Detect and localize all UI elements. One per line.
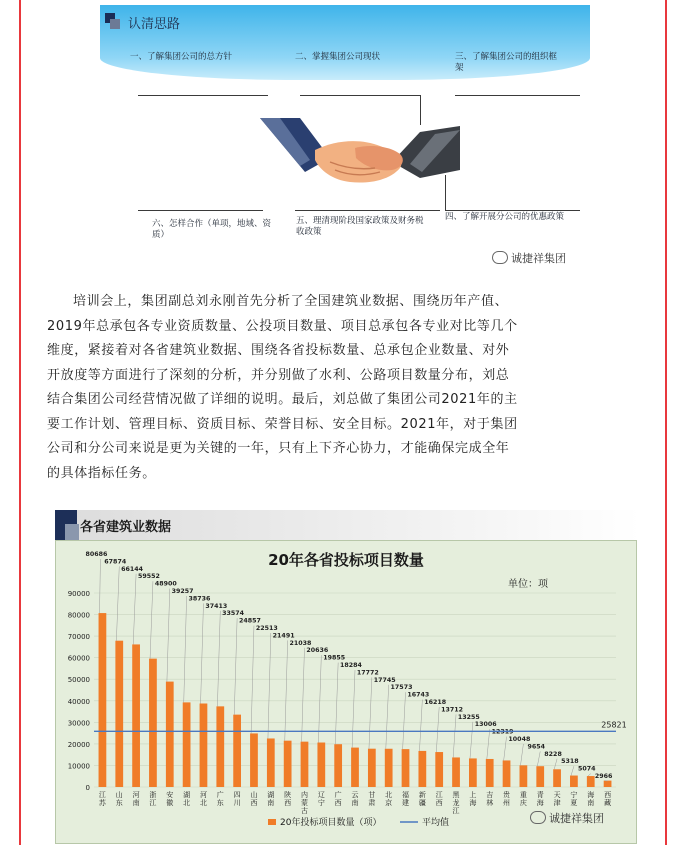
bar [250,733,258,787]
x-tick-label: 重 [520,790,527,799]
section-title: 各省建筑业数据 [80,516,171,535]
diagram-item-4: 四、了解开展分公司的优惠政策 [445,212,565,223]
data-label: 18284 [340,662,363,669]
paragraph-line: 开放度等方面进行了深刻的分析，并分别做了水利、公路项目数量分布，刘总 [47,364,647,389]
x-tick-label: 宁 [318,798,325,807]
bar [536,766,544,787]
x-tick-label: 山 [116,790,123,799]
bar [183,702,191,787]
y-tick-label: 50000 [68,676,90,684]
x-tick-label: 龙 [453,798,460,807]
data-label: 22513 [256,625,278,632]
x-tick-label: 江 [99,790,106,799]
legend-swatch-bar [268,819,276,825]
data-label: 39257 [172,588,194,595]
leader-line [217,611,220,707]
bar [166,682,174,787]
chart-unit-label: 单位：项 [508,577,549,590]
leader-line [419,700,422,751]
data-label: 38736 [188,595,211,602]
x-tick-label: 北 [385,790,392,799]
legend-label-line: 平均值 [422,816,449,828]
connector-line [455,95,580,96]
x-tick-label: 古 [301,806,308,815]
x-tick-label: 黑 [453,790,461,799]
bar-chart [56,541,636,843]
bar [233,715,241,787]
bar [351,748,359,787]
x-tick-label: 北 [183,798,190,807]
x-tick-label: 宁 [570,790,577,799]
data-label: 13712 [441,706,463,713]
x-tick-label: 西 [250,799,257,807]
leader-line [436,707,439,752]
x-tick-label: 湖 [183,790,190,799]
data-label: 21038 [290,640,312,647]
bar [216,706,224,787]
bar [284,741,292,787]
bar [418,751,426,787]
right-border-line [665,0,667,845]
data-label: 33574 [222,610,245,617]
x-tick-label: 南 [267,798,274,807]
diagram-item-5: 五、理清现阶段国家政策及财务税收政策 [296,216,431,238]
wechat-icon [530,811,546,824]
data-label: 13006 [475,721,498,728]
x-tick-label: 江 [436,790,443,799]
bar [570,776,578,787]
connector-line [445,210,580,211]
x-tick-label: 藏 [604,798,611,807]
x-tick-label: 上 [469,790,476,799]
x-tick-label: 辽 [318,791,325,799]
leader-line [184,596,187,702]
chart-panel [55,540,637,844]
bar [486,759,494,787]
paragraph-line: 的具体指标任务。 [47,462,647,487]
x-tick-label: 肃 [368,798,375,807]
leader-line [234,618,237,714]
x-tick-label: 建 [402,798,409,807]
leader-line [369,677,372,748]
data-label: 80686 [85,551,108,558]
leader-line [554,759,557,769]
diagram-item-2: 二、掌握集团公司现状 [295,52,415,63]
paragraph-line: 维度，紧接着对各省建筑业数据、围绕各省投标数量、总承包企业数量、对外 [47,339,647,364]
data-label: 16218 [424,699,446,706]
x-tick-label: 川 [234,798,241,807]
x-tick-label: 夏 [570,798,577,807]
connector-line [295,210,440,211]
x-tick-label: 福 [402,791,409,799]
paragraph-line: 培训会上，集团副总刘永刚首先分析了全国建筑业数据、围绕历年产值、 [47,290,647,315]
bar [452,757,460,787]
header-square-icon [110,19,120,29]
data-label: 5074 [578,766,596,773]
bar [469,758,477,787]
x-tick-label: 江 [149,798,156,807]
x-tick-label: 苏 [99,798,107,807]
bar [200,704,208,787]
bar [132,644,140,787]
y-tick-label: 90000 [68,590,90,598]
bar [402,749,410,787]
x-tick-label: 广 [335,790,342,799]
x-tick-label: 海 [469,798,476,807]
leader-line [352,670,355,748]
x-tick-label: 疆 [419,798,426,807]
bar [317,743,325,787]
x-tick-label: 陕 [284,790,291,799]
x-tick-label: 海 [537,798,544,807]
y-tick-label: 40000 [68,698,90,706]
watermark-text: 诚捷祥集团 [511,252,566,265]
chart-legend [268,816,449,828]
x-tick-label: 贵 [503,790,511,799]
y-tick-label: 60000 [68,655,90,663]
leader-line [504,737,507,761]
x-tick-label: 南 [587,798,594,807]
bar [385,749,393,787]
x-tick-label: 新 [419,790,426,799]
data-label: 59552 [138,573,160,580]
data-label: 21491 [273,632,295,639]
handshake-icon [260,110,460,200]
x-tick-label: 河 [133,790,140,799]
x-tick-label: 江 [453,806,460,815]
bar [604,781,612,787]
bar [553,769,561,787]
x-tick-label: 安 [166,790,173,799]
data-label: 16743 [407,692,429,699]
leader-line [386,685,389,749]
leader-line [100,559,101,613]
diagram-item-6: 六、怎样合作（单项，地域、资质） [152,219,277,241]
x-tick-label: 广 [217,790,224,799]
x-tick-label: 西 [604,791,611,799]
x-tick-label: 京 [385,798,392,807]
bar [115,641,123,787]
leader-line [116,566,119,640]
x-tick-label: 青 [537,790,544,799]
x-tick-label: 西 [436,799,443,807]
y-tick-label: 30000 [68,719,90,727]
average-label: 25821 [601,720,626,729]
y-tick-label: 20000 [68,741,90,749]
data-label: 20636 [306,647,329,654]
leader-line [133,574,136,645]
x-tick-label: 海 [587,790,594,799]
x-tick-label: 徽 [166,798,173,807]
y-tick-label: 0 [86,784,90,792]
bar [99,613,107,787]
body-paragraph [47,290,647,486]
watermark-top [492,250,566,266]
leader-line [537,751,540,766]
x-tick-label: 湖 [267,790,274,799]
leader-line [588,774,591,776]
bar [520,765,528,787]
data-label: 10048 [508,736,530,743]
data-label: 67874 [104,558,127,565]
x-tick-label: 西 [335,799,342,807]
x-tick-label: 浙 [149,790,156,799]
x-tick-label: 四 [234,791,241,799]
x-tick-label: 津 [554,798,561,807]
leader-line [571,766,574,775]
connector-line [138,210,263,211]
data-label: 5318 [561,758,579,765]
x-tick-label: 西 [284,799,291,807]
x-tick-label: 蒙 [301,798,308,807]
data-label: 66144 [121,566,144,573]
leader-line [268,633,271,738]
x-tick-label: 天 [554,791,561,799]
y-tick-label: 70000 [68,633,90,641]
data-label: 17772 [357,669,379,676]
thinking-diagram [100,5,590,270]
bar [301,742,309,787]
x-tick-label: 东 [116,798,123,807]
data-label: 24857 [239,618,261,625]
x-tick-label: 东 [217,798,224,807]
x-tick-label: 庆 [520,798,527,807]
wechat-icon [492,251,508,264]
leader-line [167,589,170,682]
data-label: 17573 [391,684,413,691]
left-border-line [19,0,21,845]
leader-line [521,744,524,765]
data-label: 9654 [527,743,545,750]
legend-label-bar: 20年投标项目数量（项） [280,816,381,828]
connector-line [300,95,420,96]
x-tick-label: 云 [352,791,359,799]
data-label: 19855 [323,655,345,662]
diagram-item-3: 三、了解集团公司的组织框架 [455,52,565,74]
x-tick-label: 山 [250,790,257,799]
bar [334,744,342,787]
y-tick-label: 80000 [68,612,90,620]
bar [587,776,595,787]
x-tick-label: 林 [486,798,493,807]
data-label: 12319 [492,729,514,736]
paragraph-line: 公司和分公司来说是更为关键的一年，只有上下齐心协力，才能确保完成全年 [47,437,647,462]
watermark-bottom [530,810,604,826]
x-tick-label: 吉 [486,790,493,799]
chart-title: 20年各省投标项目数量 [268,551,424,569]
x-tick-label: 北 [200,798,207,807]
data-label: 48900 [155,581,178,588]
data-label: 8228 [544,751,562,758]
x-tick-label: 州 [503,798,510,807]
paragraph-line: 2019年总承包各专业资质数量、公投项目数量、项目总承包各专业对比等几个 [47,315,647,340]
data-label: 17745 [374,677,396,684]
leader-line [453,714,456,757]
diagram-item-1: 一、了解集团公司的总方针 [130,52,260,63]
x-tick-label: 河 [200,790,207,799]
paragraph-line: 结合集团公司经营情况做了详细的说明。最后，刘总做了集团公司2021年的主 [47,388,647,413]
section-square-icon [65,524,79,540]
leader-line [201,603,204,703]
data-label: 37413 [205,603,227,610]
bar [435,752,443,787]
bar [267,738,275,787]
bar [368,749,376,787]
paragraph-line: 要工作计划、管理目标、资质目标、荣誉目标、安全目标。2021年，对于集团 [47,413,647,438]
data-label: 13255 [458,714,480,721]
x-tick-label: 南 [133,798,140,807]
watermark-text: 诚捷祥集团 [549,812,604,825]
data-label: 2966 [595,773,613,780]
leader-line [318,655,321,742]
leader-line [285,640,288,740]
bar [503,760,511,787]
leader-line [470,722,473,759]
y-tick-label: 10000 [68,762,90,770]
leader-line [302,648,305,742]
connector-line [138,95,268,96]
bar [149,659,157,787]
diagram-header-title: 认清思路 [128,13,180,32]
x-tick-label: 内 [301,790,308,799]
x-tick-label: 南 [352,798,359,807]
connector-line [445,175,446,210]
x-tick-label: 甘 [368,790,375,799]
